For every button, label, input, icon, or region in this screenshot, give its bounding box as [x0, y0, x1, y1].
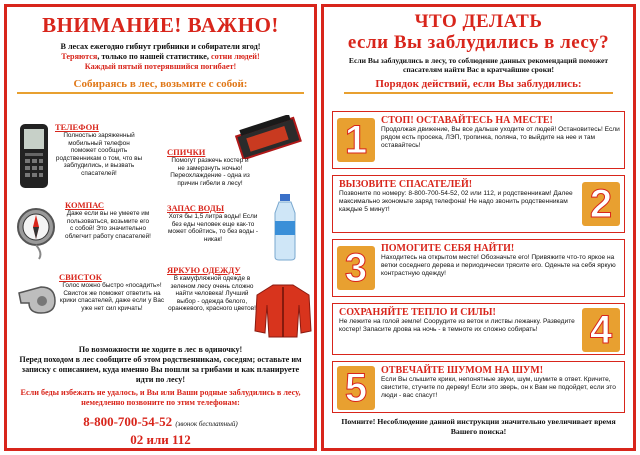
left-title: ВНИМАНИЕ! ВАЖНО! [42, 13, 279, 37]
item-text: В камуфляжной одежде в зеленом лесу очень сложно найти человека! Лучший выбор - одежда белого, оранжевого, красного цветов! [168, 275, 256, 313]
item-title: ЗАПАС ВОДЫ [167, 203, 225, 213]
compass-icon [15, 205, 57, 261]
right-title-1: ЧТО ДЕЛАТЬ [414, 11, 543, 32]
item-matches [167, 147, 253, 187]
water-bottle-icon [269, 193, 301, 261]
phone-number: 8-800-700-54-52 (звонок бесплатный) [83, 414, 238, 429]
left-subhead: Собираясь в лес, возьмите с собой: [17, 78, 304, 94]
short-numbers: 02 или 112 [130, 432, 191, 447]
step-number: 5 [337, 366, 375, 410]
step-1 [332, 111, 625, 169]
right-subhead: Порядок действий, если Вы заблудились: [344, 78, 613, 94]
step-title: ВЫЗОВИТЕ СПАСАТЕЛЕЙ! [339, 179, 473, 190]
item-text: Голос можно быстро «посадить»! Свисток же поможет ответить на крики спасателей, даже если у Вас уже нет сил кричать! [59, 282, 165, 312]
step-text: Продолжая движение, Вы все дальше уходите от людей! Остановитесь! Если рядом есть просека, ЛЭП, тропинка, поляна, то выйдите на нее и там оставайтесь! [381, 126, 620, 149]
intro-line-3: Каждый пятый потерявшийся погибает! [84, 62, 237, 71]
item-title: ЯРКУЮ ОДЕЖДУ [167, 265, 241, 275]
closing-note: Помните! Несоблюдение данной инструкции значительно увеличивает время Вашего поиска! [341, 417, 616, 436]
item-title: СВИСТОК [59, 272, 102, 282]
item-text: Хотя бы 1,5 литра воды! Если без еды человек еще как-то может обойтись, то без воды - никак! [168, 213, 258, 243]
step-number: 2 [582, 182, 620, 226]
item-text: Даже если вы не умеете им пользоваться, возьмите его с собой! Это значительно облегчит работу спасателей! [65, 210, 151, 240]
item-title: СПИЧКИ [167, 147, 206, 157]
step-number: 1 [337, 118, 375, 162]
step-title: СОХРАНЯЙТЕ ТЕПЛО И СИЛЫ! [339, 307, 496, 318]
step-title: СТОП! ОСТАВАЙТЕСЬ НА МЕСТЕ! [381, 115, 553, 126]
whistle-icon [15, 281, 59, 315]
item-text: Полностью заряженный мобильный телефон поможет сообщить родственникам о том, что вы заблудились, и вызвать спасателей! [55, 132, 143, 177]
intro-line-2: Теряются, только по нашей статистике, сотни людей! [61, 52, 260, 61]
item-jacket [167, 265, 257, 313]
right-intro: Если Вы заблудились в лесу, то соблюдение данных рекомендаций поможет спасателям найти Вас в кратчайшие сроки! [348, 56, 609, 74]
step-number: 4 [582, 308, 620, 352]
right-panel [321, 4, 636, 451]
item-title: КОМПАС [65, 200, 105, 210]
step-4 [332, 303, 625, 355]
right-title-2: если Вы заблудились в лесу? [347, 32, 610, 53]
intro-line-1: В лесах ежегодно гибнут грибники и собиратели ягод! [60, 42, 261, 51]
step-5 [332, 361, 625, 413]
item-water [167, 203, 259, 243]
left-intro [15, 42, 306, 72]
advice-text: Перед походом в лес сообщите об этом родственникам, соседям; оставьте им записку с описанием, куда именно Вы пошли за грибами и как планируете идти по лесу! [19, 355, 302, 384]
left-bottom [13, 345, 308, 448]
item-compass [65, 200, 151, 240]
step-text: Если Вы слышите крики, непонятные звуки, шум, шумите в ответ. Кричите, свистите, стучите по дереву! Если это зверь, он к Вам не подойдет, если это люди - вас спасут! [381, 376, 616, 399]
item-whistle [59, 272, 165, 312]
step-2 [332, 175, 625, 233]
item-text: Помогут разжечь костер и не замерзнуть ночью! Переохлаждение - одна из причин гибели в лесу! [170, 157, 250, 187]
item-phone [55, 122, 143, 178]
warning-text: По возможности не ходите в лес в одиночку! [78, 345, 243, 354]
step-text: Позвоните по номеру: 8-800-700-54-52, 02 или 112, и родственникам! Далее максимально экономьте заряд телефона! Не надо звонить родственникам каждые 5 минут! [339, 190, 573, 213]
mobile-phone-icon [17, 123, 51, 189]
item-title: ТЕЛЕФОН [55, 122, 99, 132]
step-title: ОТВЕЧАЙТЕ ШУМОМ НА ШУМ! [381, 365, 544, 376]
step-number: 3 [337, 246, 375, 290]
call-text: Если беды избежать не удалось, и Вы или Ваши родные заблудились в лесу, немедленно позвоните по этим телефонам: [20, 388, 301, 407]
step-title: ПОМОГИТЕ СЕБЯ НАЙТИ! [381, 243, 515, 254]
step-text: Находитесь на открытом месте! Обозначьте его! Привяжите что-то яркое на ветки соседнего дерева и периодически трясите его. Оденьте на себя яркую контрастную одежду! [381, 254, 616, 277]
red-jacket-icon [253, 281, 313, 339]
left-panel [4, 4, 317, 451]
step-3 [332, 239, 625, 297]
step-text: Не лежите на голой земле! Соорудите из веток и листвы лежанку. Разведите костер! Запасите дрова на ночь - в темноте их сложно собирать! [339, 318, 575, 333]
